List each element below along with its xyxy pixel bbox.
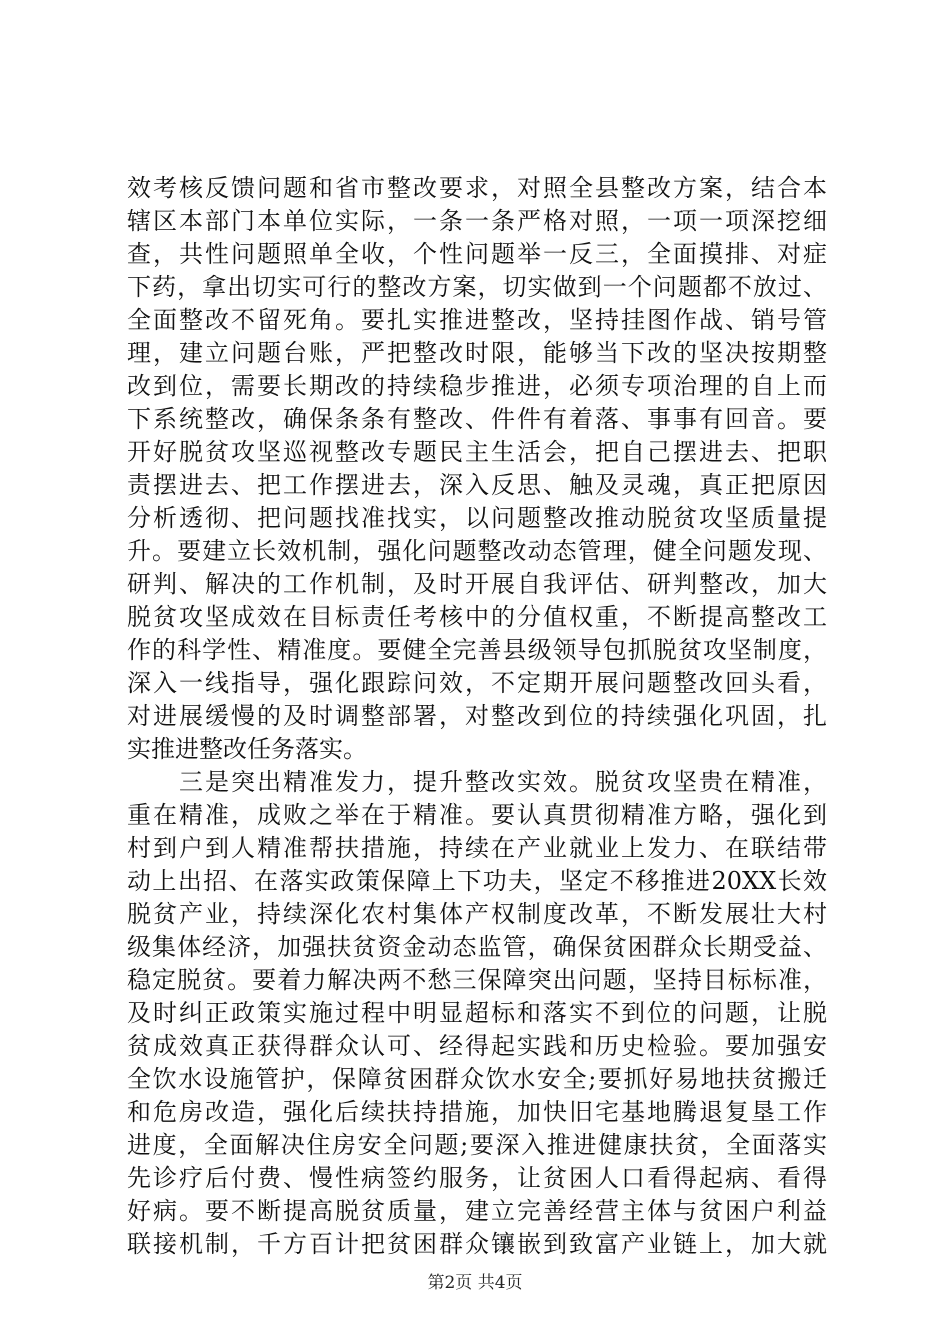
text-line: 责摆进去、把工作摆进去，深入反思、触及灵魂，真正把原因 — [127, 471, 827, 499]
page-footer — [0, 1272, 950, 1294]
body-text — [127, 172, 827, 1261]
text-line: 作的科学性、精准度。要健全完善县级领导包抓脱贫攻坚制度， — [127, 636, 827, 664]
text-line: 进度，全面解决住房安全问题;要深入推进健康扶贫，全面落实 — [127, 1131, 827, 1159]
text-line: 升。要建立长效机制，强化问题整改动态管理，健全问题发现、 — [127, 537, 827, 565]
text-line: 查，共性问题照单全收，个性问题举一反三，全面摸排、对症 — [127, 240, 827, 268]
text-line: 村到户到人精准帮扶措施，持续在产业就业上发力、在联结带 — [127, 834, 827, 862]
text-line: 稳定脱贫。要着力解决两不愁三保障突出问题，坚持目标标准， — [127, 966, 827, 994]
text-line: 先诊疗后付费、慢性病签约服务，让贫困人口看得起病、看得 — [127, 1164, 827, 1192]
text-line: 脱贫攻坚成效在目标责任考核中的分值权重，不断提高整改工 — [127, 603, 827, 631]
text-line: 级集体经济，加强扶贫资金动态监管，确保贫困群众长期受益、 — [127, 933, 827, 961]
page-number: 第2页 共4页 — [427, 1273, 523, 1293]
text-line: 理，建立问题台账，严把整改时限，能够当下改的坚决按期整 — [127, 339, 827, 367]
text-line: 改到位，需要长期改的持续稳步推进，必须专项治理的自上而 — [127, 372, 827, 400]
text-line: 脱贫产业，持续深化农村集体产权制度改革，不断发展壮大村 — [127, 900, 827, 928]
text-line: 重在精准，成败之举在于精准。要认真贯彻精准方略，强化到 — [127, 801, 827, 829]
text-line: 下药，拿出切实可行的整改方案，切实做到一个问题都不放过、 — [127, 273, 827, 301]
text-line: 效考核反馈问题和省市整改要求，对照全县整改方案，结合本 — [127, 174, 827, 202]
text-line: 联接机制，千方百计把贫困群众镶嵌到致富产业链上，加大就 — [127, 1230, 827, 1258]
text-line: 实推进整改任务落实。 — [127, 735, 367, 763]
text-line: 开好脱贫攻坚巡视整改专题民主生活会，把自己摆进去、把职 — [127, 438, 827, 466]
text-line: 分析透彻、把问题找准找实，以问题整改推动脱贫攻坚质量提 — [127, 504, 827, 532]
text-line: 辖区本部门本单位实际，一条一条严格对照，一项一项深挖细 — [127, 207, 827, 235]
text-line: 研判、解决的工作机制，及时开展自我评估、研判整改，加大 — [127, 570, 827, 598]
text-line: 贫成效真正获得群众认可、经得起实践和历史检验。要加强安 — [127, 1032, 827, 1060]
text-line: 对进展缓慢的及时调整部署，对整改到位的持续强化巩固，扎 — [127, 702, 827, 730]
text-line: 好病。要不断提高脱贫质量，建立完善经营主体与贫困户利益 — [127, 1197, 827, 1225]
text-line: 及时纠正政策实施过程中明显超标和落实不到位的问题，让脱 — [127, 999, 827, 1027]
text-line: 全面整改不留死角。要扎实推进整改，坚持挂图作战、销号管 — [127, 306, 827, 334]
paragraph-1 — [127, 172, 827, 766]
paragraph-2 — [127, 766, 827, 1261]
text-line: 全饮水设施管护，保障贫困群众饮水安全;要抓好易地扶贫搬迁 — [127, 1065, 827, 1093]
text-line: 和危房改造，强化后续扶持措施，加快旧宅基地腾退复垦工作 — [127, 1098, 827, 1126]
text-line: 深入一线指导，强化跟踪问效，不定期开展问题整改回头看， — [127, 669, 827, 697]
text-line: 三是突出精准发力，提升整改实效。脱贫攻坚贵在精准， — [127, 768, 827, 796]
text-line: 下系统整改，确保条条有整改、件件有着落、事事有回音。要 — [127, 405, 827, 433]
text-line: 动上出招、在落实政策保障上下功夫，坚定不移推进20XX长效 — [127, 867, 827, 895]
